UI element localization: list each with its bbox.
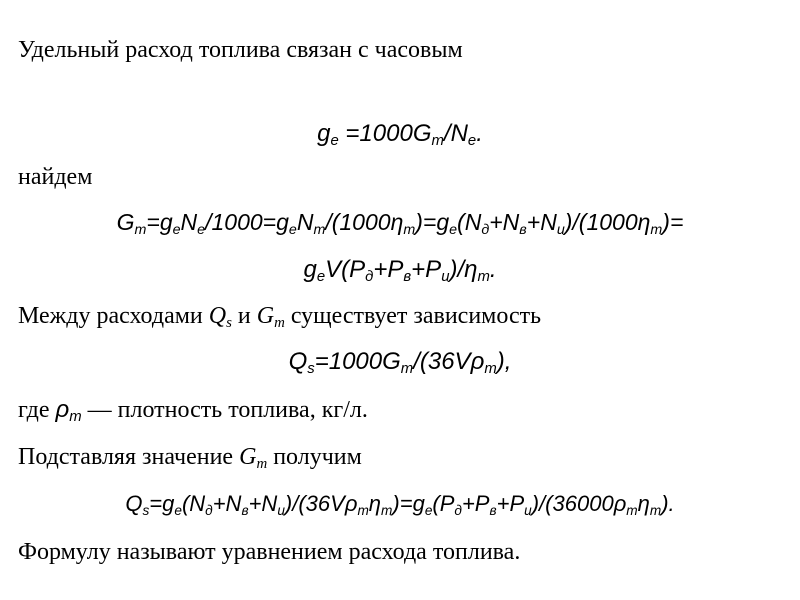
formula-hourly-consumption-cont: $g_еV(P_д+P_в+P_и)/\eta_т$. <box>303 256 497 286</box>
density-definition-text: где $\rho_т$ — плотность топлива, кг/л. <box>18 396 368 426</box>
intro-text: Удельный расход топлива связан с часовым <box>18 37 463 63</box>
formula-volume-consumption: $Q_s=1000G_т/(36V\rho_т)$, <box>288 348 512 378</box>
relation-text: Между расходами $Q_s$ и $G_т$ существует зависимость <box>18 303 542 332</box>
find-text: найдем <box>18 164 93 190</box>
formula-specific-consumption: $g_е =1000G_т/N_е$. <box>317 120 483 150</box>
formula-hourly-consumption: $G_т=g_еN_е/1000=g_еN_т/(1000\eta_т)=g_е(N_д+N_в+N_и)/(1000\eta_т)=$ <box>116 209 684 238</box>
substitution-text: Подставляя значение $G_т$ получим <box>18 444 362 473</box>
conclusion-text: Формулу называют уравнением расхода топлива. <box>18 539 521 565</box>
formula-fuel-consumption-equation: $Q_s=g_е(N_д+N_в+N_и)/(36V\rho_т\eta_т)=g_е(P_д+P_в+P_и)/(36000\rho_т\eta_т)$. <box>125 491 675 518</box>
